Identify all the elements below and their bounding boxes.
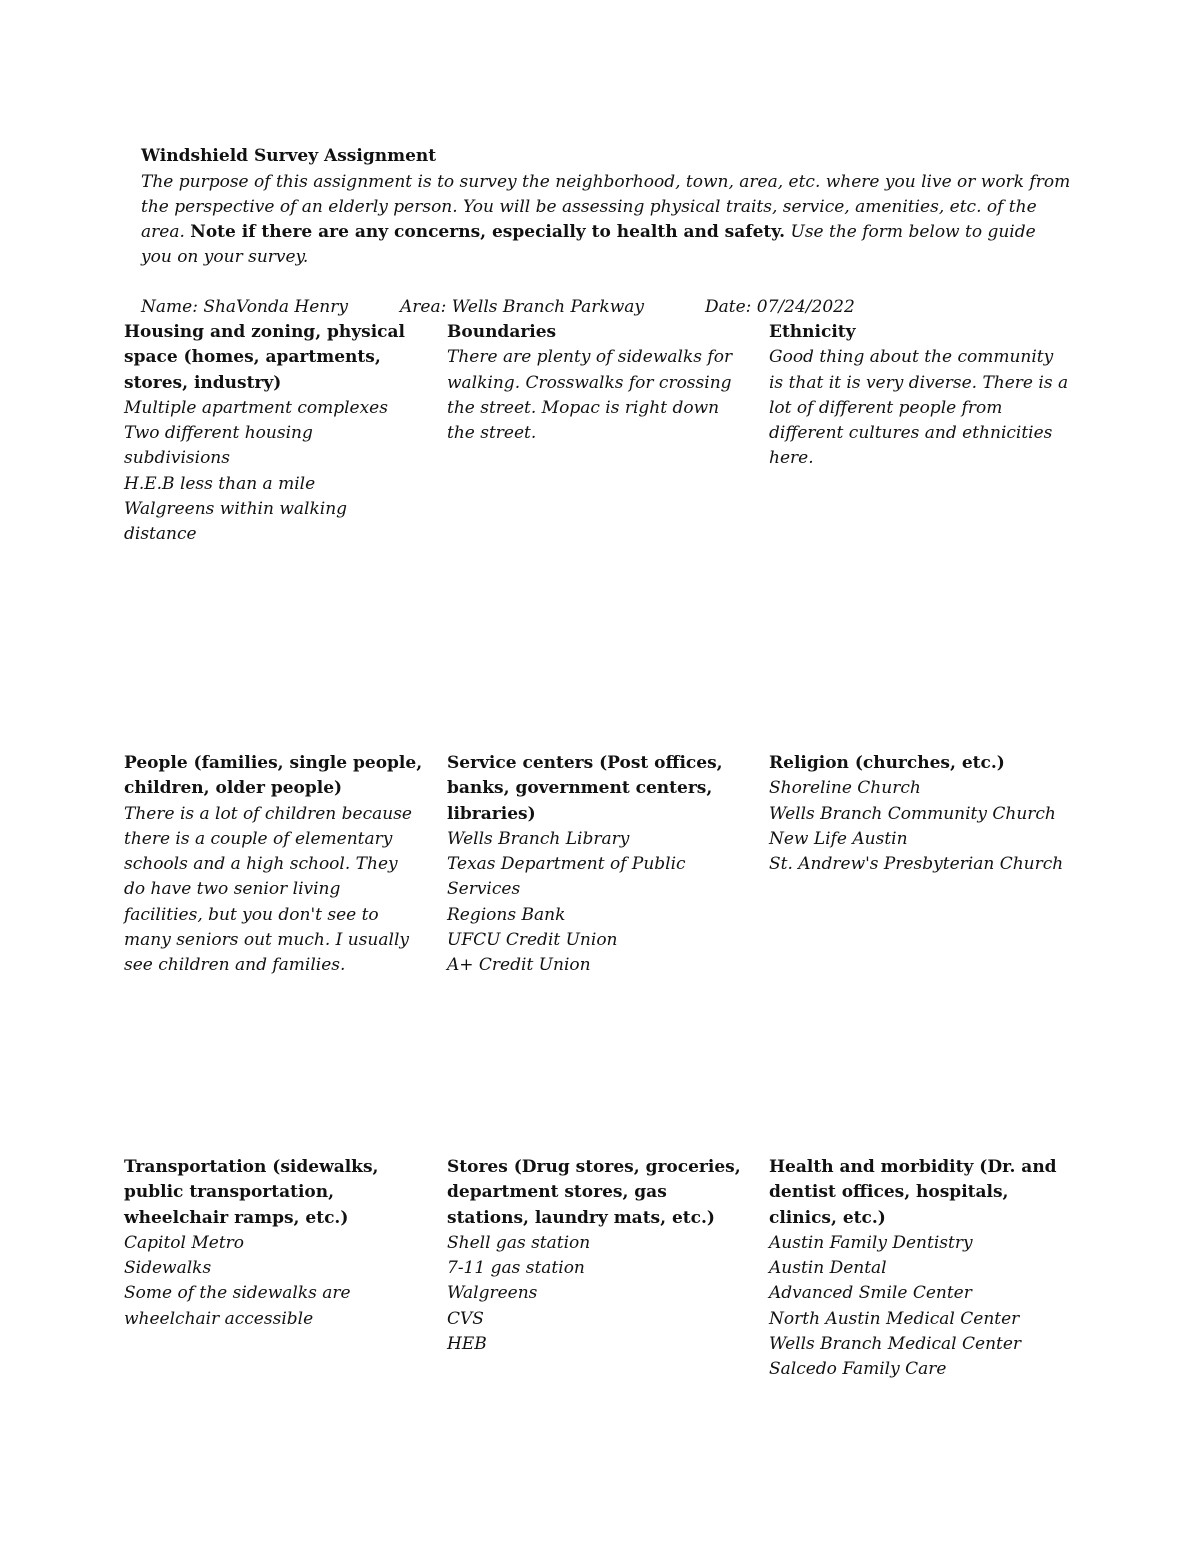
section-ethnicity — [769, 320, 1069, 472]
instructions-text: The purpose of this assignment is to survey the neighborhood, town, area, etc. where you live or work from the perspective of an elderly person. You will be assessing physical traits, service, amenities, etc. of the area. — [141, 172, 1071, 242]
instructions-guide: Use the form below to guide you on your survey. — [141, 222, 1036, 267]
section-health — [769, 1155, 1069, 1383]
section-heading: Health and morbidity (Dr. and dentist offices, hospitals, clinics, etc.) — [769, 1157, 1057, 1228]
list-item: 7-11 gas station — [447, 1258, 585, 1279]
section-text: There are plenty of sidewalks for walking. Crosswalks for crossing the street. Mopac is right down the street. — [447, 347, 733, 444]
section-religion — [769, 751, 1069, 877]
list-item: Sidewalks — [124, 1258, 212, 1279]
section-heading: Transportation (sidewalks, public transportation, wheelchair ramps, etc.) — [124, 1157, 379, 1228]
section-list — [769, 776, 1069, 877]
section-list — [124, 1231, 424, 1332]
section-text: There is a lot of children because there is a couple of elementary schools and a high school. They do have two senior living facilities, but you don't see to many seniors out much. I usually see children and families. — [124, 803, 412, 976]
section-heading: People (families, single people, children, older people) — [124, 753, 423, 799]
list-item: Walgreens within walking distance — [124, 499, 348, 545]
section-housing — [124, 320, 424, 548]
list-item: Advanced Smile Center — [769, 1283, 972, 1304]
section-list — [447, 827, 747, 979]
section-list — [769, 1231, 1069, 1383]
list-item: HEB — [447, 1334, 487, 1355]
list-item: Wells Branch Medical Center — [769, 1334, 1022, 1355]
list-item: North Austin Medical Center — [769, 1308, 1020, 1329]
instructions-emphasis: Note if there are any concerns, especially to health and safety. — [190, 222, 786, 242]
list-item: A+ Credit Union — [447, 955, 591, 976]
list-item: Regions Bank — [447, 904, 566, 925]
list-item: UFCU Credit Union — [447, 930, 618, 951]
section-boundaries — [447, 320, 747, 446]
section-text: Good thing about the community is that it is very diverse. There is a lot of different people from different cultures and ethnicities here. — [769, 347, 1069, 469]
list-item: Texas Department of Public Services — [447, 854, 686, 900]
list-item: Wells Branch Community Church — [769, 803, 1056, 824]
section-service-centers — [447, 751, 747, 979]
list-item: Austin Family Dentistry — [769, 1232, 973, 1253]
list-item: St. Andrew's Presbyterian Church — [769, 854, 1064, 875]
section-transportation — [124, 1155, 424, 1332]
assignment-instructions — [141, 170, 1071, 270]
list-item: Capitol Metro — [124, 1232, 245, 1253]
list-item: H.E.B less than a mile — [124, 473, 316, 494]
section-heading: Religion (churches, etc.) — [769, 753, 1005, 773]
list-item: Wells Branch Library — [447, 828, 630, 849]
list-item: Shoreline Church — [769, 778, 921, 799]
list-item: CVS — [447, 1308, 484, 1329]
student-name: Name: ShaVonda Henry — [141, 297, 348, 317]
list-item: Two different housing subdivisions — [124, 423, 313, 469]
section-heading: Ethnicity — [769, 322, 856, 342]
section-list — [124, 396, 424, 548]
list-item: Multiple apartment complexes — [124, 397, 388, 418]
survey-area: Area: Wells Branch Parkway — [400, 297, 644, 317]
section-people — [124, 751, 424, 979]
section-heading: Housing and zoning, physical space (homes, apartments, stores, industry) — [124, 322, 406, 393]
section-heading: Service centers (Post offices, banks, government centers, libraries) — [447, 753, 723, 824]
survey-date: Date: 07/24/2022 — [705, 297, 855, 317]
list-item: Some of the sidewalks are wheelchair accessible — [124, 1283, 351, 1329]
section-list — [447, 1231, 747, 1357]
section-heading: Boundaries — [447, 322, 557, 342]
list-item: Austin Dental — [769, 1258, 887, 1279]
section-stores — [447, 1155, 747, 1357]
list-item: Walgreens — [447, 1283, 538, 1304]
section-heading: Stores (Drug stores, groceries, department stores, gas stations, laundry mats, etc.) — [447, 1157, 741, 1228]
list-item: Salcedo Family Care — [769, 1359, 947, 1380]
document-title: Windshield Survey Assignment — [141, 146, 437, 166]
list-item: Shell gas station — [447, 1232, 591, 1253]
list-item: New Life Austin — [769, 828, 908, 849]
